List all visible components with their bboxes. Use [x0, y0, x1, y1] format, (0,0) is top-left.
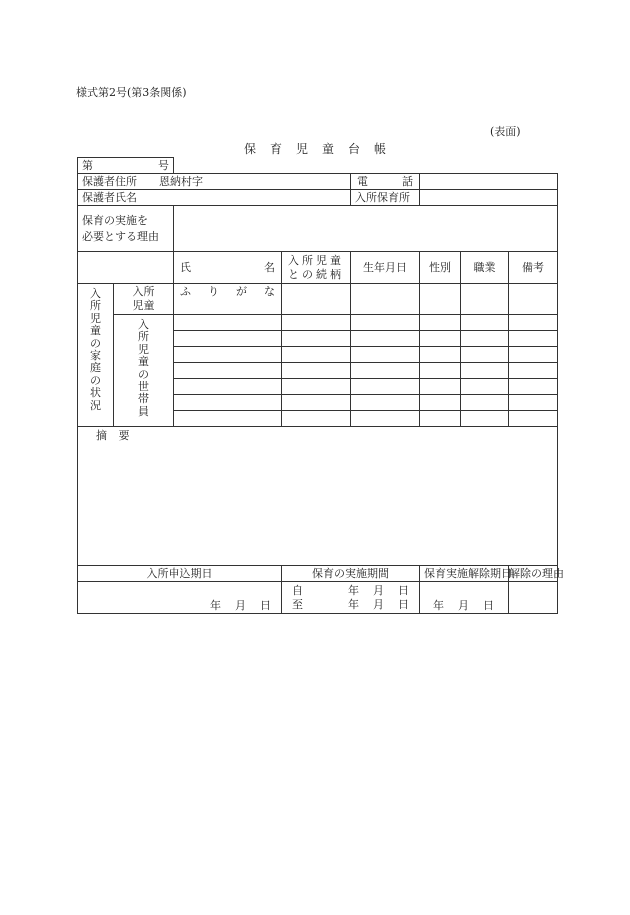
household-label: [114, 315, 174, 427]
household-gender-field[interactable]: [420, 411, 461, 427]
year-label: 年: [210, 599, 222, 612]
child-line1: 入所: [132, 285, 155, 298]
household-name-field[interactable]: [174, 363, 282, 379]
child-row: [78, 284, 558, 315]
household-occupation-field[interactable]: [461, 363, 509, 379]
from-label: 自: [292, 583, 304, 597]
child-line2: 児童: [132, 299, 155, 312]
household-gender-field[interactable]: [420, 363, 461, 379]
household-row: [78, 315, 558, 331]
cancel-reason-field[interactable]: [509, 582, 558, 614]
relation-line1: 入所児童: [288, 253, 345, 267]
furigana-char1: ふ: [180, 285, 192, 298]
month-label: 月: [235, 599, 247, 612]
relation-header: [282, 252, 351, 284]
household-occupation-field[interactable]: [461, 331, 509, 347]
nursery-label: 入所保育所: [351, 190, 420, 206]
side-label: (表面): [490, 125, 521, 138]
furigana-char4: な: [264, 285, 276, 298]
household-name-field[interactable]: [174, 395, 282, 411]
household-name-field[interactable]: [174, 411, 282, 427]
household-name-field[interactable]: [174, 331, 282, 347]
number-suffix: 号: [158, 159, 170, 172]
household-birth-field[interactable]: [351, 363, 420, 379]
child-label: [114, 284, 174, 315]
summary-field[interactable]: [78, 427, 558, 566]
household-gender-field[interactable]: [420, 395, 461, 411]
reason-label: [78, 206, 174, 252]
blank-header-cell: [78, 252, 174, 284]
household-occupation-field[interactable]: [461, 347, 509, 363]
household-remarks-field[interactable]: [509, 347, 558, 363]
guardian-address-value: 恩納村字: [159, 175, 203, 188]
month-label: 月: [458, 599, 470, 612]
cancel-date-header: 保育実施解除期日: [420, 566, 509, 582]
occupation-header: 職業: [461, 252, 509, 284]
household-relation-field[interactable]: [282, 315, 351, 331]
nursery-field[interactable]: [420, 190, 558, 206]
household-relation-field[interactable]: [282, 363, 351, 379]
summary-row: [78, 427, 558, 566]
household-occupation-field[interactable]: [461, 411, 509, 427]
phone-label-cell: [351, 174, 420, 190]
household-remarks-field[interactable]: [509, 395, 558, 411]
household-birth-field[interactable]: [351, 379, 420, 395]
guardian-address-label: 保護者住所: [82, 175, 137, 188]
furigana-char2: り: [208, 285, 220, 298]
summary-label: 摘 要: [96, 429, 134, 442]
reason-row: [78, 206, 558, 252]
application-date-field[interactable]: [78, 582, 282, 614]
application-date-header: 入所申込期日: [78, 566, 282, 582]
phone-label-char1: 電: [357, 175, 369, 188]
cancel-reason-header: 解除の理由: [509, 567, 565, 580]
household-remarks-field[interactable]: [509, 315, 558, 331]
name-header: [174, 252, 282, 284]
year-label: 年: [433, 599, 445, 612]
household-occupation-field[interactable]: [461, 395, 509, 411]
household-name-field[interactable]: [174, 347, 282, 363]
reason-line1: 保育の実施を: [82, 213, 148, 227]
household-relation-field[interactable]: [282, 411, 351, 427]
number-row: [78, 158, 558, 174]
household-gender-field[interactable]: [420, 331, 461, 347]
number-label: 第: [82, 159, 93, 172]
household-relation-field[interactable]: [282, 331, 351, 347]
household-relation-field[interactable]: [282, 347, 351, 363]
household-label-text: 入所児童の世帯員: [138, 318, 149, 418]
household-remarks-field[interactable]: [509, 363, 558, 379]
household-relation-field[interactable]: [282, 379, 351, 395]
gender-header: 性別: [420, 252, 461, 284]
reason-field[interactable]: [174, 206, 558, 252]
household-gender-field[interactable]: [420, 315, 461, 331]
child-remarks-field[interactable]: [509, 284, 558, 315]
household-birth-field[interactable]: [351, 331, 420, 347]
furigana-char3: が: [236, 285, 248, 298]
household-remarks-field[interactable]: [509, 411, 558, 427]
reason-line2: 必要とする理由: [82, 229, 159, 243]
year-label: 年: [348, 597, 360, 611]
child-relation-field[interactable]: [282, 284, 351, 315]
cancel-date-field[interactable]: [420, 582, 509, 614]
footer-value-row: [78, 582, 558, 614]
footer-header-row: [78, 566, 558, 582]
household-gender-field[interactable]: [420, 379, 461, 395]
child-gender-field[interactable]: [420, 284, 461, 315]
guardian-name-cell[interactable]: [78, 190, 351, 206]
period-field[interactable]: [282, 582, 420, 614]
phone-field[interactable]: [420, 174, 558, 190]
household-occupation-field[interactable]: [461, 379, 509, 395]
remarks-header: 備考: [509, 252, 558, 284]
form-number-label: 様式第2号(第3条関係): [76, 86, 187, 99]
household-birth-field[interactable]: [351, 315, 420, 331]
child-occupation-field[interactable]: [461, 284, 509, 315]
family-section-label: [78, 284, 114, 427]
guardian-name-label: 保護者氏名: [82, 191, 137, 204]
month-label: 月: [373, 583, 385, 597]
guardian-name-row: [78, 190, 558, 206]
document-title: 保育児童台帳: [243, 142, 400, 156]
day-label: 日: [483, 599, 495, 612]
household-gender-field[interactable]: [420, 347, 461, 363]
household-name-field[interactable]: [174, 379, 282, 395]
day-label: 日: [398, 583, 410, 597]
birth-date-header: 生年月日: [351, 252, 420, 284]
ledger-form: [77, 157, 565, 614]
phone-label-char2: 話: [402, 175, 414, 188]
guardian-address-row: [78, 174, 558, 190]
family-header-row: [78, 252, 558, 284]
period-header: 保育の実施期間: [282, 566, 420, 582]
family-section-text: 入所児童の家庭の状況: [90, 287, 101, 412]
name-header-char2: 名: [264, 261, 276, 274]
day-label: 日: [260, 599, 272, 612]
month-label: 月: [373, 597, 385, 611]
household-remarks-field[interactable]: [509, 331, 558, 347]
household-birth-field[interactable]: [351, 347, 420, 363]
household-relation-field[interactable]: [282, 395, 351, 411]
to-label: 至: [292, 597, 304, 611]
household-birth-field[interactable]: [351, 411, 420, 427]
child-birth-field[interactable]: [351, 284, 420, 315]
name-header-char1: 氏: [180, 261, 192, 274]
household-remarks-field[interactable]: [509, 379, 558, 395]
relation-line2: との続柄: [288, 267, 345, 281]
blank-cell: [174, 158, 558, 174]
day-label: 日: [398, 597, 410, 611]
household-occupation-field[interactable]: [461, 315, 509, 331]
household-birth-field[interactable]: [351, 395, 420, 411]
household-name-field[interactable]: [174, 315, 282, 331]
number-cell[interactable]: [78, 158, 174, 174]
guardian-address-cell[interactable]: [78, 174, 351, 190]
year-label: 年: [348, 583, 360, 597]
child-name-field[interactable]: [174, 284, 282, 315]
